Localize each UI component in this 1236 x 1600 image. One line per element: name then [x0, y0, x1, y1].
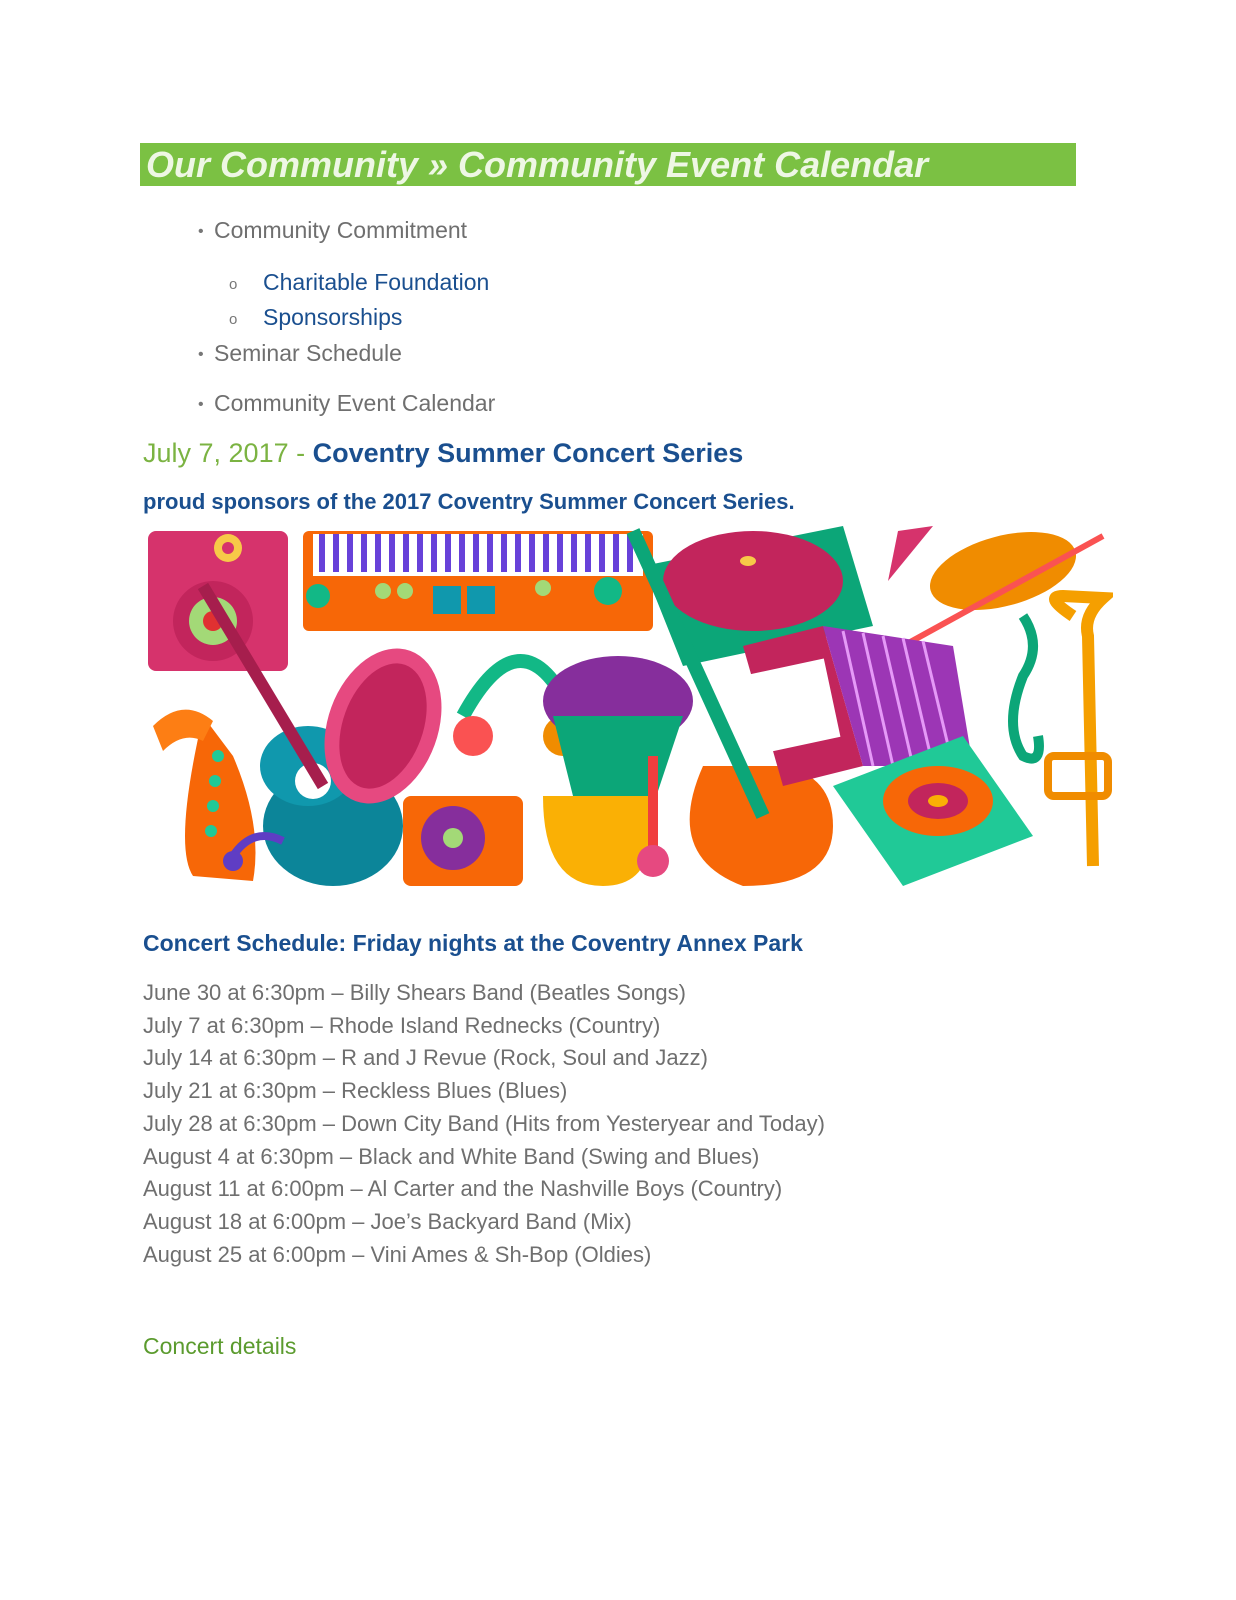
list-item: August 11 at 6:00pm – Al Carter and the Nashville Boys (Country) — [143, 1176, 783, 1202]
nav-item-community-event-calendar[interactable] — [198, 390, 495, 417]
bullet-icon: • — [198, 223, 204, 240]
event-title-link[interactable]: Coventry Summer Concert Series — [312, 438, 744, 468]
list-item: July 7 at 6:30pm – Rhode Island Rednecks (Country) — [143, 1012, 661, 1038]
schedule-heading: Concert Schedule: Friday nights at the Coventry Annex Park — [143, 930, 803, 956]
list-item: August 18 at 6:00pm – Joe’s Backyard Band (Mix) — [143, 1208, 632, 1234]
sponsor-statement: proud sponsors of the 2017 Coventry Summer Concert Series. — [143, 489, 795, 514]
event-date: July 7, 2017 — [143, 438, 289, 468]
event-heading — [143, 438, 743, 469]
page-title: Our Community » Community Event Calendar — [146, 144, 929, 185]
nav-item-community-commitment[interactable] — [198, 217, 467, 244]
circle-bullet-icon: o — [229, 311, 238, 328]
saxophone-icon — [185, 716, 256, 881]
nav-item-label: Community Commitment — [214, 217, 468, 243]
music-instruments-illustration — [143, 526, 1113, 896]
list-item: August 4 at 6:30pm – Black and White Band (Swing and Blues) — [143, 1143, 760, 1169]
bullet-icon: • — [198, 396, 204, 413]
bullet-icon: • — [198, 346, 204, 363]
microphone-icon — [648, 756, 658, 846]
list-item: June 30 at 6:30pm – Billy Shears Band (Beatles Songs) — [143, 980, 686, 1005]
nav-item-seminar-schedule[interactable] — [198, 340, 402, 367]
list-item: July 28 at 6:30pm – Down City Band (Hits from Yesteryear and Today) — [143, 1110, 825, 1136]
nav-subitem-sponsorships[interactable] — [229, 304, 402, 331]
list-item: July 14 at 6:30pm – R and J Revue (Rock, Soul and Jazz) — [143, 1045, 708, 1071]
list-item: August 25 at 6:00pm – Vini Ames & Sh-Bop (Oldies) — [143, 1241, 652, 1267]
nav-item-label: Seminar Schedule — [214, 340, 402, 366]
treble-clef-icon — [1013, 616, 1039, 759]
page-banner — [140, 143, 1076, 186]
trumpet-icon — [1055, 596, 1103, 866]
nav-subitem-label: Charitable Foundation — [263, 269, 490, 295]
event-separator: - — [288, 438, 313, 468]
nav-item-label: Community Event Calendar — [214, 390, 496, 416]
electric-guitar-icon — [690, 766, 833, 886]
concert-details-link[interactable]: Concert details — [143, 1333, 297, 1359]
circle-bullet-icon: o — [229, 276, 238, 293]
list-item: July 21 at 6:30pm – Reckless Blues (Blues) — [143, 1078, 568, 1104]
nav-subitem-label: Sponsorships — [263, 304, 403, 330]
concert-schedule-list — [143, 977, 825, 1271]
nav-subitem-charitable-foundation[interactable] — [229, 269, 489, 296]
